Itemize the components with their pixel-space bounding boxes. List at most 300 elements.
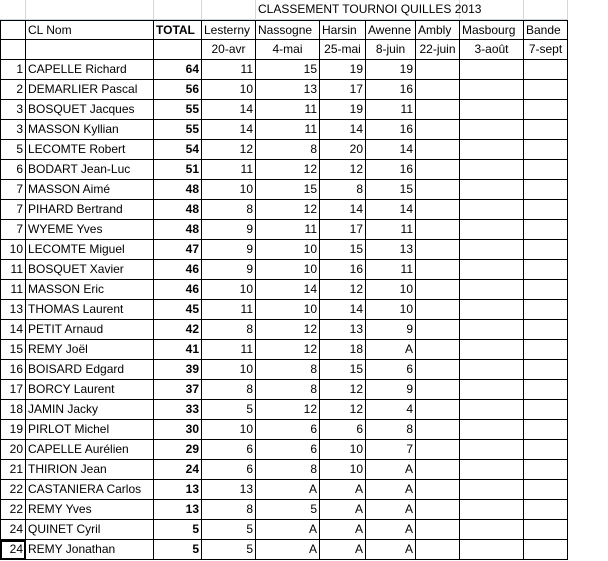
score-cell[interactable]: 8: [320, 180, 366, 200]
score-cell[interactable]: A: [320, 500, 366, 520]
score-cell[interactable]: [416, 140, 460, 160]
score-cell[interactable]: [460, 500, 524, 520]
score-cell[interactable]: 14: [320, 200, 366, 220]
total-cell[interactable]: 48: [154, 220, 202, 240]
cell[interactable]: [524, 0, 568, 20]
header-cell[interactable]: [0, 40, 26, 60]
rank-cell[interactable]: 22: [0, 500, 26, 520]
score-cell[interactable]: A: [320, 480, 366, 500]
score-cell[interactable]: [524, 340, 568, 360]
score-cell[interactable]: 4: [366, 400, 416, 420]
total-cell[interactable]: 45: [154, 300, 202, 320]
table-row: [0, 300, 608, 320]
table-row: [0, 120, 608, 140]
score-cell[interactable]: 11: [256, 100, 320, 120]
score-cell[interactable]: [416, 360, 460, 380]
score-cell[interactable]: 16: [366, 120, 416, 140]
score-cell[interactable]: 10: [202, 280, 256, 300]
score-cell[interactable]: [524, 200, 568, 220]
table-row: [0, 480, 608, 500]
header-date[interactable]: 22-juin: [416, 40, 460, 60]
score-cell[interactable]: 13: [202, 480, 256, 500]
score-cell[interactable]: 9: [202, 260, 256, 280]
rank-cell[interactable]: 24: [0, 520, 26, 540]
total-cell[interactable]: 54: [154, 140, 202, 160]
total-cell[interactable]: 24: [154, 460, 202, 480]
score-cell[interactable]: 10: [256, 300, 320, 320]
score-cell[interactable]: 8: [202, 380, 256, 400]
score-cell[interactable]: [416, 200, 460, 220]
score-cell[interactable]: 14: [202, 120, 256, 140]
score-cell[interactable]: 11: [202, 60, 256, 80]
rank-cell[interactable]: 19: [0, 420, 26, 440]
rank-cell[interactable]: 16: [0, 360, 26, 380]
name-cell[interactable]: LECOMTE Miguel: [26, 240, 154, 260]
score-cell[interactable]: [524, 380, 568, 400]
rank-cell[interactable]: 7: [0, 180, 26, 200]
score-cell[interactable]: [460, 220, 524, 240]
name-cell[interactable]: PETIT Arnaud: [26, 320, 154, 340]
cell[interactable]: [202, 0, 256, 20]
rank-cell[interactable]: 13: [0, 300, 26, 320]
score-cell[interactable]: 15: [366, 180, 416, 200]
score-cell[interactable]: A: [366, 520, 416, 540]
score-cell[interactable]: 14: [202, 100, 256, 120]
score-cell[interactable]: [524, 520, 568, 540]
name-cell[interactable]: REMY Yves: [26, 500, 154, 520]
score-cell[interactable]: 5: [202, 400, 256, 420]
score-cell[interactable]: 14: [320, 120, 366, 140]
header-event[interactable]: Bande: [524, 20, 568, 40]
score-cell[interactable]: 18: [320, 340, 366, 360]
score-cell[interactable]: [416, 160, 460, 180]
rank-cell[interactable]: 3: [0, 120, 26, 140]
rank-cell[interactable]: 21: [0, 460, 26, 480]
rank-cell[interactable]: 5: [0, 140, 26, 160]
header-date[interactable]: 3-août: [460, 40, 524, 60]
rank-cell[interactable]: 11: [0, 260, 26, 280]
score-cell[interactable]: [416, 480, 460, 500]
header-event[interactable]: Awenne: [366, 20, 416, 40]
table-row: [0, 420, 608, 440]
score-cell[interactable]: [524, 220, 568, 240]
total-cell[interactable]: 55: [154, 120, 202, 140]
score-cell[interactable]: [524, 60, 568, 80]
score-cell[interactable]: 6: [256, 440, 320, 460]
score-cell[interactable]: 14: [256, 280, 320, 300]
table-row: [0, 220, 608, 240]
total-cell[interactable]: 5: [154, 540, 202, 560]
score-cell[interactable]: 15: [320, 360, 366, 380]
score-cell[interactable]: 12: [256, 400, 320, 420]
score-cell[interactable]: 17: [320, 80, 366, 100]
total-cell[interactable]: 46: [154, 260, 202, 280]
score-cell[interactable]: [416, 180, 460, 200]
score-cell[interactable]: [524, 160, 568, 180]
rank-cell[interactable]: 14: [0, 320, 26, 340]
table-row: [0, 340, 608, 360]
score-cell[interactable]: 8: [366, 420, 416, 440]
score-cell[interactable]: [416, 440, 460, 460]
score-cell[interactable]: 10: [320, 440, 366, 460]
table-row: [0, 520, 608, 540]
score-cell[interactable]: A: [366, 480, 416, 500]
total-cell[interactable]: 56: [154, 80, 202, 100]
score-cell[interactable]: A: [366, 540, 416, 560]
score-cell[interactable]: 6: [366, 360, 416, 380]
cell[interactable]: [0, 0, 26, 20]
score-cell[interactable]: [460, 360, 524, 380]
score-cell[interactable]: [416, 460, 460, 480]
sheet-title[interactable]: CLASSEMENT TOURNOI QUILLES 2013: [256, 0, 366, 20]
score-cell[interactable]: [416, 80, 460, 100]
score-cell[interactable]: 15: [256, 60, 320, 80]
name-cell[interactable]: MASSON Kyllian: [26, 120, 154, 140]
rank-cell[interactable]: 11: [0, 280, 26, 300]
total-cell[interactable]: 13: [154, 500, 202, 520]
score-cell[interactable]: A: [320, 520, 366, 540]
score-cell[interactable]: 5: [256, 500, 320, 520]
table-row: [0, 280, 608, 300]
score-cell[interactable]: 8: [202, 200, 256, 220]
score-cell[interactable]: 10: [366, 280, 416, 300]
score-cell[interactable]: 10: [202, 80, 256, 100]
score-cell[interactable]: [416, 100, 460, 120]
name-cell[interactable]: PIHARD Bertrand: [26, 200, 154, 220]
score-cell[interactable]: 12: [320, 280, 366, 300]
total-cell[interactable]: 37: [154, 380, 202, 400]
name-cell[interactable]: PIRLOT Michel: [26, 420, 154, 440]
score-cell[interactable]: 10: [256, 260, 320, 280]
score-cell[interactable]: 12: [256, 320, 320, 340]
score-cell[interactable]: 17: [320, 220, 366, 240]
score-cell[interactable]: [460, 460, 524, 480]
score-cell[interactable]: [524, 500, 568, 520]
table-row: [0, 100, 608, 120]
score-cell[interactable]: [524, 240, 568, 260]
score-cell[interactable]: [524, 360, 568, 380]
cell[interactable]: [154, 0, 202, 20]
score-cell[interactable]: A: [366, 500, 416, 520]
score-cell[interactable]: A: [366, 460, 416, 480]
table-row: [0, 180, 608, 200]
score-cell[interactable]: [416, 300, 460, 320]
name-cell[interactable]: LECOMTE Robert: [26, 140, 154, 160]
score-cell[interactable]: 6: [320, 420, 366, 440]
score-cell[interactable]: [524, 180, 568, 200]
score-cell[interactable]: 19: [366, 60, 416, 80]
score-cell[interactable]: 8: [256, 380, 320, 400]
score-cell[interactable]: [524, 420, 568, 440]
name-cell[interactable]: THIRION Jean: [26, 460, 154, 480]
name-cell[interactable]: WYEME Yves: [26, 220, 154, 240]
score-cell[interactable]: 16: [366, 80, 416, 100]
header-total[interactable]: TOTAL: [154, 20, 202, 40]
score-cell[interactable]: 12: [202, 140, 256, 160]
score-cell[interactable]: 9: [366, 380, 416, 400]
score-cell[interactable]: [416, 380, 460, 400]
score-cell[interactable]: 8: [202, 500, 256, 520]
score-cell[interactable]: [460, 420, 524, 440]
score-cell[interactable]: [416, 320, 460, 340]
table-row: [0, 60, 608, 80]
score-cell[interactable]: [460, 60, 524, 80]
score-cell[interactable]: [460, 200, 524, 220]
rank-cell[interactable]: 1: [0, 60, 26, 80]
score-cell[interactable]: 16: [320, 260, 366, 280]
score-cell[interactable]: [460, 100, 524, 120]
header-cell[interactable]: [0, 20, 26, 40]
header-event[interactable]: Harsin: [320, 20, 366, 40]
total-cell[interactable]: 51: [154, 160, 202, 180]
score-cell[interactable]: 11: [366, 220, 416, 240]
score-cell[interactable]: [460, 160, 524, 180]
score-cell[interactable]: 13: [256, 80, 320, 100]
rank-cell[interactable]: 20: [0, 440, 26, 460]
score-cell[interactable]: 5: [202, 540, 256, 560]
score-cell[interactable]: 10: [202, 420, 256, 440]
rank-cell[interactable]: 6: [0, 160, 26, 180]
header-event[interactable]: Lesterny: [202, 20, 256, 40]
score-cell[interactable]: 9: [202, 240, 256, 260]
score-cell[interactable]: [460, 320, 524, 340]
score-cell[interactable]: [524, 440, 568, 460]
name-cell[interactable]: DEMARLIER Pascal: [26, 80, 154, 100]
score-cell[interactable]: 13: [366, 240, 416, 260]
score-cell[interactable]: [416, 120, 460, 140]
score-cell[interactable]: 12: [256, 200, 320, 220]
score-cell[interactable]: 9: [366, 320, 416, 340]
score-cell[interactable]: [416, 220, 460, 240]
name-cell[interactable]: MASSON Aimé: [26, 180, 154, 200]
table-row: [0, 140, 608, 160]
score-cell[interactable]: 7: [366, 440, 416, 460]
rank-cell[interactable]: 7: [0, 200, 26, 220]
total-cell[interactable]: 64: [154, 60, 202, 80]
score-cell[interactable]: A: [256, 540, 320, 560]
header-date[interactable]: 25-mai: [320, 40, 366, 60]
name-cell[interactable]: BORCY Laurent: [26, 380, 154, 400]
header-event[interactable]: Nassogne: [256, 20, 320, 40]
name-cell[interactable]: BOSQUET Xavier: [26, 260, 154, 280]
score-cell[interactable]: 10: [320, 460, 366, 480]
name-cell[interactable]: BOISARD Edgard: [26, 360, 154, 380]
score-cell[interactable]: [524, 80, 568, 100]
score-cell[interactable]: 12: [320, 380, 366, 400]
header-cl-nom[interactable]: CL Nom: [26, 20, 154, 40]
score-cell[interactable]: 10: [256, 240, 320, 260]
total-cell[interactable]: 29: [154, 440, 202, 460]
score-cell[interactable]: [460, 80, 524, 100]
total-cell[interactable]: 5: [154, 520, 202, 540]
score-cell[interactable]: 8: [256, 140, 320, 160]
rank-cell[interactable]: 15: [0, 340, 26, 360]
score-cell[interactable]: [460, 120, 524, 140]
score-cell[interactable]: [416, 240, 460, 260]
score-cell[interactable]: 13: [320, 320, 366, 340]
score-cell[interactable]: 14: [366, 140, 416, 160]
header-date[interactable]: 20-avr: [202, 40, 256, 60]
score-cell[interactable]: 8: [202, 320, 256, 340]
score-cell[interactable]: 9: [202, 220, 256, 240]
name-cell[interactable]: REMY Jonathan: [26, 540, 154, 560]
name-cell[interactable]: BOSQUET Jacques: [26, 100, 154, 120]
score-cell[interactable]: [416, 540, 460, 560]
score-cell[interactable]: [460, 240, 524, 260]
score-cell[interactable]: [460, 280, 524, 300]
total-cell[interactable]: 46: [154, 280, 202, 300]
header-event[interactable]: Ambly: [416, 20, 460, 40]
total-cell[interactable]: 41: [154, 340, 202, 360]
score-cell[interactable]: [524, 100, 568, 120]
score-cell[interactable]: 11: [366, 260, 416, 280]
score-cell[interactable]: [416, 520, 460, 540]
score-cell[interactable]: [524, 120, 568, 140]
table-row: [0, 380, 608, 400]
total-cell[interactable]: 39: [154, 360, 202, 380]
header-date[interactable]: 7-sept: [524, 40, 568, 60]
name-cell[interactable]: MASSON Eric: [26, 280, 154, 300]
score-cell[interactable]: A: [256, 520, 320, 540]
name-cell[interactable]: JAMIN Jacky: [26, 400, 154, 420]
score-cell[interactable]: [460, 400, 524, 420]
score-cell[interactable]: 10: [366, 300, 416, 320]
table-row: [0, 320, 608, 340]
title-row: [0, 0, 608, 20]
score-cell[interactable]: 19: [320, 100, 366, 120]
table-row: [0, 240, 608, 260]
score-cell[interactable]: 10: [202, 360, 256, 380]
name-cell[interactable]: REMY Joël: [26, 340, 154, 360]
score-cell[interactable]: [460, 520, 524, 540]
score-cell[interactable]: [460, 540, 524, 560]
table-row: [0, 160, 608, 180]
rank-cell[interactable]: 17: [0, 380, 26, 400]
score-cell[interactable]: 14: [366, 200, 416, 220]
header-row-events: [0, 20, 608, 40]
score-cell[interactable]: 10: [202, 180, 256, 200]
name-cell[interactable]: CAPELLE Richard: [26, 60, 154, 80]
table-row: [0, 80, 608, 100]
score-cell[interactable]: [524, 480, 568, 500]
score-cell[interactable]: 11: [366, 100, 416, 120]
score-cell[interactable]: 11: [202, 160, 256, 180]
score-cell[interactable]: [524, 260, 568, 280]
rank-cell[interactable]: 24: [0, 540, 26, 560]
score-cell[interactable]: 19: [320, 60, 366, 80]
table-row: [0, 400, 608, 420]
score-cell[interactable]: 12: [256, 340, 320, 360]
score-cell[interactable]: 11: [202, 300, 256, 320]
score-cell[interactable]: [416, 280, 460, 300]
total-cell[interactable]: 48: [154, 200, 202, 220]
score-cell[interactable]: 12: [256, 160, 320, 180]
score-cell[interactable]: [524, 280, 568, 300]
header-row-dates: [0, 40, 608, 60]
header-event[interactable]: Masbourg: [460, 20, 524, 40]
score-cell[interactable]: [460, 260, 524, 280]
score-cell[interactable]: A: [256, 480, 320, 500]
score-cell[interactable]: [416, 60, 460, 80]
rank-cell[interactable]: 3: [0, 100, 26, 120]
score-cell[interactable]: [460, 180, 524, 200]
total-cell[interactable]: 13: [154, 480, 202, 500]
score-cell[interactable]: 12: [320, 160, 366, 180]
total-cell[interactable]: 42: [154, 320, 202, 340]
score-cell[interactable]: [524, 320, 568, 340]
total-cell[interactable]: 55: [154, 100, 202, 120]
header-cell[interactable]: [26, 40, 154, 60]
score-cell[interactable]: [460, 440, 524, 460]
score-cell[interactable]: 15: [320, 240, 366, 260]
table-row: [0, 500, 608, 520]
score-cell[interactable]: [460, 340, 524, 360]
total-cell[interactable]: 33: [154, 400, 202, 420]
score-cell[interactable]: 5: [202, 520, 256, 540]
score-cell[interactable]: 12: [320, 400, 366, 420]
score-cell[interactable]: 20: [320, 140, 366, 160]
score-cell[interactable]: 8: [256, 460, 320, 480]
rank-cell[interactable]: 18: [0, 400, 26, 420]
table-row: [0, 360, 608, 380]
cell[interactable]: [26, 0, 154, 20]
score-cell[interactable]: [524, 140, 568, 160]
name-cell[interactable]: THOMAS Laurent: [26, 300, 154, 320]
score-cell[interactable]: [460, 300, 524, 320]
rank-cell[interactable]: 2: [0, 80, 26, 100]
score-cell[interactable]: 8: [256, 360, 320, 380]
total-cell[interactable]: 47: [154, 240, 202, 260]
score-cell[interactable]: 14: [320, 300, 366, 320]
score-cell[interactable]: 11: [256, 120, 320, 140]
score-cell[interactable]: [416, 260, 460, 280]
score-cell[interactable]: [416, 400, 460, 420]
total-cell[interactable]: 30: [154, 420, 202, 440]
score-cell[interactable]: [460, 380, 524, 400]
header-date[interactable]: 4-mai: [256, 40, 320, 60]
score-cell[interactable]: [460, 140, 524, 160]
score-cell[interactable]: [524, 460, 568, 480]
score-cell[interactable]: [524, 540, 568, 560]
score-cell[interactable]: [416, 340, 460, 360]
score-cell[interactable]: 11: [202, 340, 256, 360]
total-cell[interactable]: 48: [154, 180, 202, 200]
score-cell[interactable]: 16: [366, 160, 416, 180]
header-date[interactable]: 8-juin: [366, 40, 416, 60]
score-cell[interactable]: [416, 500, 460, 520]
score-cell[interactable]: 6: [256, 420, 320, 440]
rank-cell[interactable]: 22: [0, 480, 26, 500]
rank-cell[interactable]: 7: [0, 220, 26, 240]
score-cell[interactable]: 6: [202, 460, 256, 480]
name-cell[interactable]: CASTANIERA Carlos: [26, 480, 154, 500]
score-cell[interactable]: 15: [256, 180, 320, 200]
name-cell[interactable]: CAPELLE Aurélien: [26, 440, 154, 460]
score-cell[interactable]: [416, 420, 460, 440]
score-cell[interactable]: 11: [256, 220, 320, 240]
name-cell[interactable]: QUINET Cyril: [26, 520, 154, 540]
score-cell[interactable]: [524, 300, 568, 320]
score-cell[interactable]: [460, 480, 524, 500]
name-cell[interactable]: BODART Jean-Luc: [26, 160, 154, 180]
score-cell[interactable]: A: [320, 540, 366, 560]
table-row: [0, 540, 608, 560]
score-cell[interactable]: [524, 400, 568, 420]
header-cell[interactable]: [154, 40, 202, 60]
score-cell[interactable]: A: [366, 340, 416, 360]
score-cell[interactable]: 6: [202, 440, 256, 460]
rank-cell[interactable]: 10: [0, 240, 26, 260]
